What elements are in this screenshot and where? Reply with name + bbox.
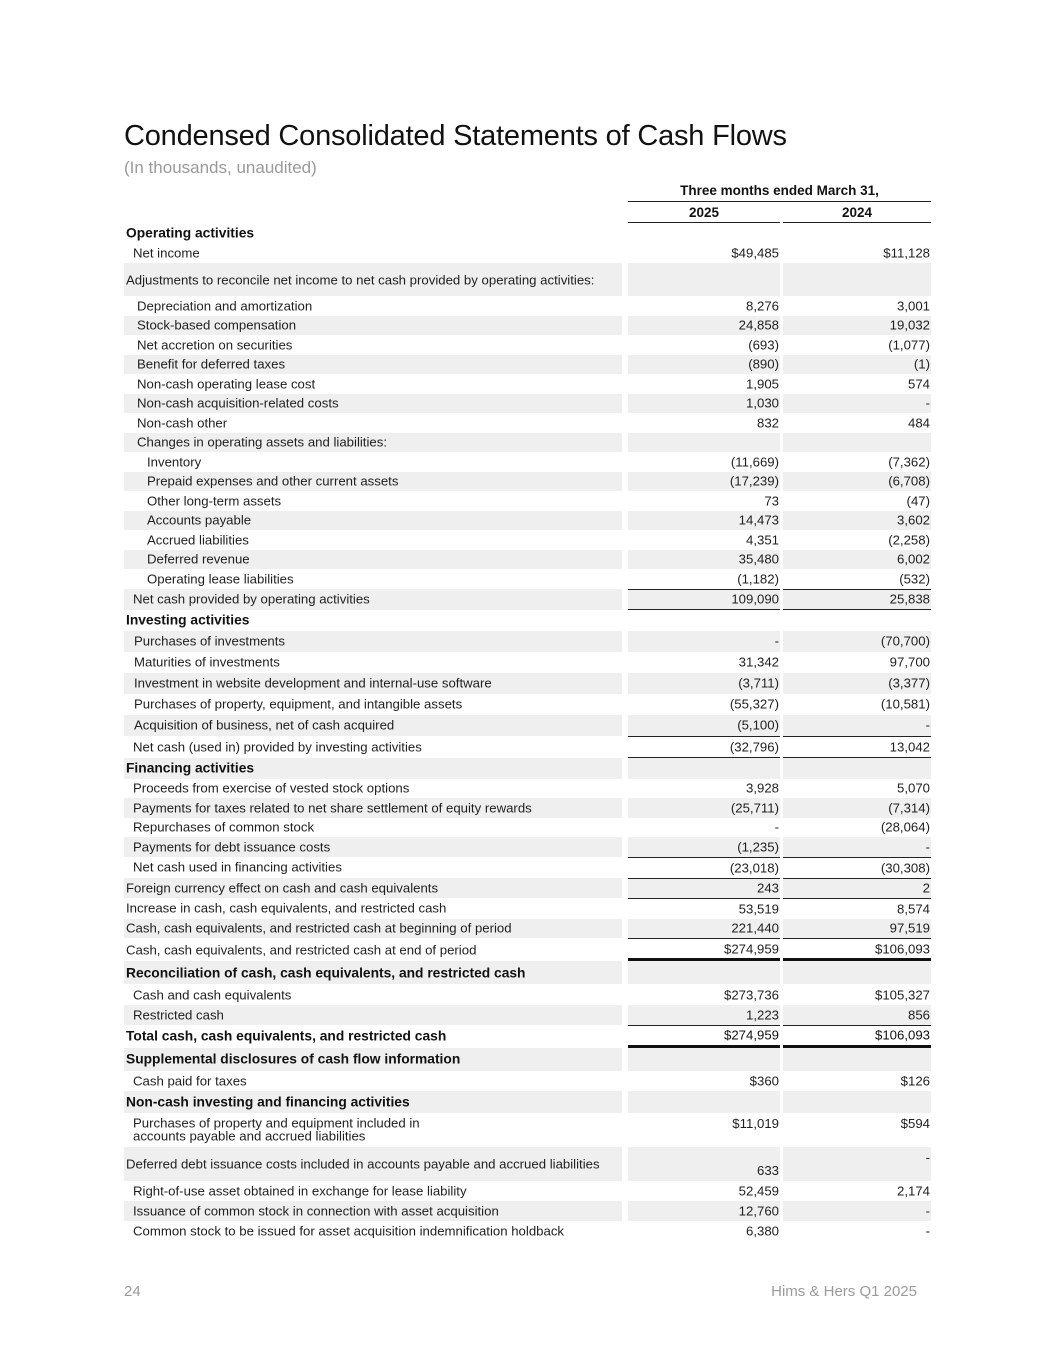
- table-row: Changes in operating assets and liabilities:: [124, 433, 931, 453]
- year-2024-header: 2024: [783, 203, 931, 223]
- table-row: Net accretion on securities (693) (1,077): [137, 337, 930, 353]
- table-row: Investment in website development and internal-use software (3,711) (3,377): [124, 673, 931, 694]
- section-financing-activities: Financing activities: [124, 758, 931, 779]
- table-row: Restricted cash 1,223 856: [124, 1005, 931, 1025]
- table-row: Operating lease liabilities (1,182) (532): [147, 571, 930, 587]
- section-reconciliation: Reconciliation of cash, cash equivalents, and restricted cash: [124, 961, 931, 984]
- period-header: Three months ended March 31,: [628, 181, 931, 202]
- cash-flow-table: [124, 224, 931, 1241]
- table-row: Deferred revenue 35,480 6,002: [124, 550, 931, 570]
- table-row: Repurchases of common stock - (28,064): [133, 819, 930, 835]
- section-supplemental: Supplemental disclosures of cash flow information: [124, 1048, 931, 1071]
- table-row: Net income $49,485 $11,128: [133, 244, 930, 260]
- table-row: Non-cash operating lease cost 1,905 574: [137, 376, 930, 392]
- section-non-cash: Non-cash investing and financing activities: [124, 1091, 931, 1113]
- section-investing-activities: Investing activities: [126, 612, 250, 628]
- table-row: Cash, cash equivalents, and restricted cash at end of period $274,959 $106,093: [124, 938, 931, 961]
- year-2025-header: 2025: [628, 203, 780, 223]
- page-title: Condensed Consolidated Statements of Cash Flows: [124, 120, 787, 152]
- total-row: Total cash, cash equivalents, and restricted cash $274,959 $106,093: [124, 1025, 931, 1048]
- table-row: Cash and cash equivalents $273,736 $105,327: [133, 986, 930, 1002]
- table-row: Increase in cash, cash equivalents, and restricted cash 53,519 8,574: [124, 898, 931, 919]
- table-row: Acquisition of business, net of cash acquired (5,100) -: [124, 715, 931, 736]
- page-number: 24: [124, 1283, 141, 1300]
- footer-brand: Hims & Hers Q1 2025: [771, 1283, 917, 1300]
- table-row: Stock-based compensation 24,858 19,032: [124, 316, 931, 336]
- table-row: Accounts payable 14,473 3,602: [124, 511, 931, 531]
- table-row: Accrued liabilities 4,351 (2,258): [147, 532, 930, 548]
- table-row: Foreign currency effect on cash and cash equivalents 243 2: [124, 878, 931, 898]
- table-row: Payments for taxes related to net share settlement of equity rewards (25,711) (7,314): [124, 798, 931, 818]
- table-row: Maturities of investments 31,342 97,700: [134, 654, 930, 670]
- page-subtitle: (In thousands, unaudited): [124, 158, 317, 177]
- subtotal-row: Net cash (used in) provided by investing activities (32,796) 13,042: [124, 736, 931, 758]
- table-row: Cash, cash equivalents, and restricted cash at beginning of period 221,440 97,519: [124, 919, 931, 939]
- table-row: Purchases of property, equipment, and intangible assets (55,327) (10,581): [134, 696, 930, 712]
- table-row: Purchases of investments - (70,700): [124, 631, 931, 652]
- table-row: Purchases of property and equipment included in accounts payable and accrued liabilities $11,019 $594: [133, 1115, 930, 1144]
- table-row: Inventory (11,669) (7,362): [147, 454, 930, 470]
- table-row: Common stock to be issued for asset acquisition indemnification holdback 6,380 -: [133, 1222, 930, 1238]
- table-row: Issuance of common stock in connection with asset acquisition 12,760 -: [124, 1201, 931, 1221]
- table-row: Benefit for deferred taxes (890) (1): [124, 355, 931, 375]
- table-row: Deferred debt issuance costs included in accounts payable and accrued liabilities 633 -: [124, 1147, 931, 1181]
- table-row: Adjustments to reconcile net income to net cash provided by operating activities:: [124, 263, 931, 296]
- section-operating-activities: Operating activities: [126, 225, 255, 241]
- subtotal-row: Net cash used in financing activities (23,018) (30,308): [124, 857, 931, 878]
- table-row: Prepaid expenses and other current assets (17,239) (6,708): [124, 472, 931, 492]
- table-row: Other long-term assets 73 (47): [147, 493, 930, 509]
- table-row: Non-cash acquisition-related costs 1,030 -: [124, 394, 931, 414]
- table-row: Depreciation and amortization 8,276 3,001: [137, 298, 930, 314]
- table-row: Cash paid for taxes $360 $126: [133, 1072, 930, 1088]
- subtotal-row: Net cash provided by operating activities 109,090 25,838: [124, 589, 931, 610]
- table-row: Proceeds from exercise of vested stock options 3,928 5,070: [133, 780, 930, 796]
- table-row: Right-of-use asset obtained in exchange for lease liability 52,459 2,174: [133, 1182, 930, 1198]
- table-row: Non-cash other 832 484: [137, 415, 930, 431]
- table-row: Payments for debt issuance costs (1,235) -: [124, 837, 931, 857]
